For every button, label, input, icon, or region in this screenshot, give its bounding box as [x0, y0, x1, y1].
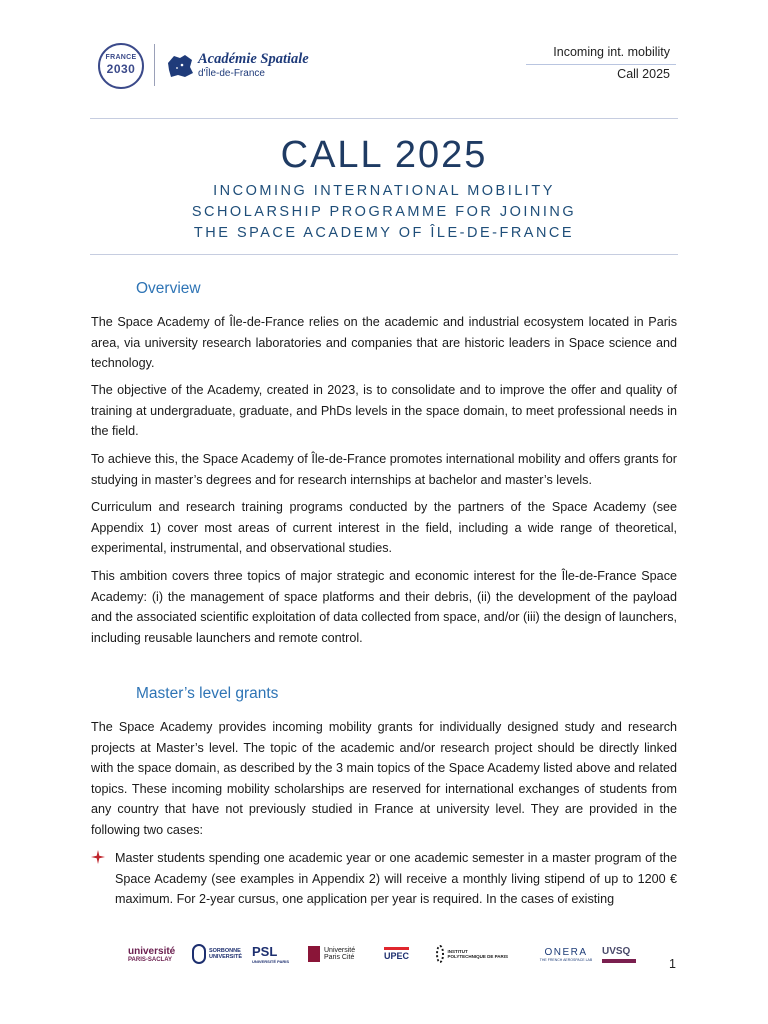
overview-paragraph-5: This ambition covers three topics of major strategic and economic interest for the Île-de-France Space Academy: (i) the management of space platforms and their debris, (ii) the development of the payload and the associated scientific exploitation of data collected from space, and/or (iii) the design of launchers, including reusable launchers and remote control.	[91, 569, 677, 645]
overview-paragraph-1: The Space Academy of Île-de-France relies on the academic and industrial ecosystem located in Paris area, via university research laboratories and companies that are historic leaders in Space science and technology.	[91, 315, 677, 371]
academy-name: Académie Spatiale	[198, 51, 309, 67]
overview-paragraph-4: Curriculum and research training programs conducted by the partners of the Space Academy (see Appendix 1) cover most areas of current interest in the field, including a wide range of theoretical, experimental, instrumental, and observational studies.	[91, 500, 677, 556]
logo-ip-line1: INSTITUT	[447, 949, 468, 954]
logo-sorbonne-line2: UNIVERSITÉ	[208, 954, 242, 960]
overview-paragraph-2: The objective of the Academy, created in 2023, is to consolidate and to improve the offer and quality of training at undergraduate, graduate, and PhDs levels in the space domain, to meet professional needs in the field.	[91, 383, 677, 439]
subtitle-line-3: THE SPACE ACADEMY OF ÎLE-DE-FRANCE	[193, 225, 575, 241]
logo-psl-line2: UNIVERSITÉ PARIS	[252, 959, 290, 964]
logo-uvsq	[602, 940, 638, 968]
masters-heading: Master’s level grants	[136, 685, 279, 702]
header-call-year: Call 2025	[617, 67, 670, 81]
subtitle-line-2: SCHOLARSHIP PROGRAMME FOR JOINING	[191, 204, 577, 220]
ip-paris-mark-icon	[436, 945, 444, 963]
subtitle-line-1: INCOMING INTERNATIONAL MOBILITY	[213, 183, 555, 199]
uvsq-bar-icon	[602, 959, 636, 963]
partner-logos	[128, 940, 640, 968]
logo-paris-cite	[308, 940, 368, 968]
france-2030-logo-line1: FRANCE	[105, 54, 137, 61]
logo-sorbonne-line1: SORBONNE	[208, 948, 241, 954]
ile-de-france-map-icon	[165, 53, 195, 79]
masters-paragraph: The Space Academy provides incoming mobility grants for individually designed study and research projects at Master’s level. The topic of the academic and/or research project should be directly linked with the space domain, as described by the 3 main topics of the Space Academy listed above and related topics. These incoming mobility scholarships are reserved for international exchanges of students from any country that have not previously studied in France at university level. They are provided in the following two cases:	[91, 720, 677, 837]
logo-upec-text: UPEC	[384, 947, 409, 961]
logo-onera-line1: ONERA	[544, 946, 588, 958]
page-title: CALL 2025	[280, 134, 488, 176]
logo-onera-line2: THE FRENCH AEROSPACE LAB	[539, 957, 593, 962]
red-star-bullet-icon	[91, 850, 105, 864]
logo-ip-line2: POLYTECHNIQUE DE PARIS	[447, 954, 508, 959]
header-doc-type: Incoming int. mobility	[553, 45, 670, 59]
logo-divider	[154, 44, 155, 86]
logo-uvsq-text: UVSQ	[602, 945, 631, 957]
academy-subtitle: d'Île-de-France	[198, 68, 265, 79]
logo-paris-cite-line1: Université	[324, 947, 356, 954]
logo-institut-polytechnique	[436, 940, 508, 968]
masters-bullet-1: Master students spending one academic year or one academic semester in a master program of the Space Academy (see examples in Appendix 2) will receive a monthly living stipend of up to 1200 € maximum. For 2-year cursus, one application per year is required. In the cases of existing	[115, 851, 677, 907]
logo-onera	[532, 940, 600, 968]
page-number: 1	[669, 957, 676, 971]
paris-cite-mark-icon	[308, 946, 320, 962]
france-2030-logo	[98, 43, 144, 89]
title-rule	[90, 254, 678, 255]
sorbonne-s-icon	[192, 944, 206, 964]
logo-paris-cite-line2: Paris Cité	[324, 954, 355, 961]
logo-sorbonne	[192, 940, 242, 968]
france-2030-logo-line2: 2030	[106, 62, 136, 76]
logo-psl	[252, 940, 296, 968]
overview-heading: Overview	[136, 280, 201, 297]
header-right-divider	[526, 64, 676, 65]
overview-paragraph-3: To achieve this, the Space Academy of Île-de-France promotes international mobility and offers grants for studying in master’s degrees and for research internships at bachelor and master’s levels.	[91, 452, 677, 487]
header-rule	[90, 118, 678, 119]
logo-paris-saclay-line1: université	[128, 945, 176, 957]
logo-upec	[384, 940, 424, 968]
logo-paris-saclay-line2: PARIS-SACLAY	[128, 956, 173, 963]
logo-psl-line1: PSL	[252, 944, 278, 959]
logo-paris-saclay	[128, 940, 180, 968]
